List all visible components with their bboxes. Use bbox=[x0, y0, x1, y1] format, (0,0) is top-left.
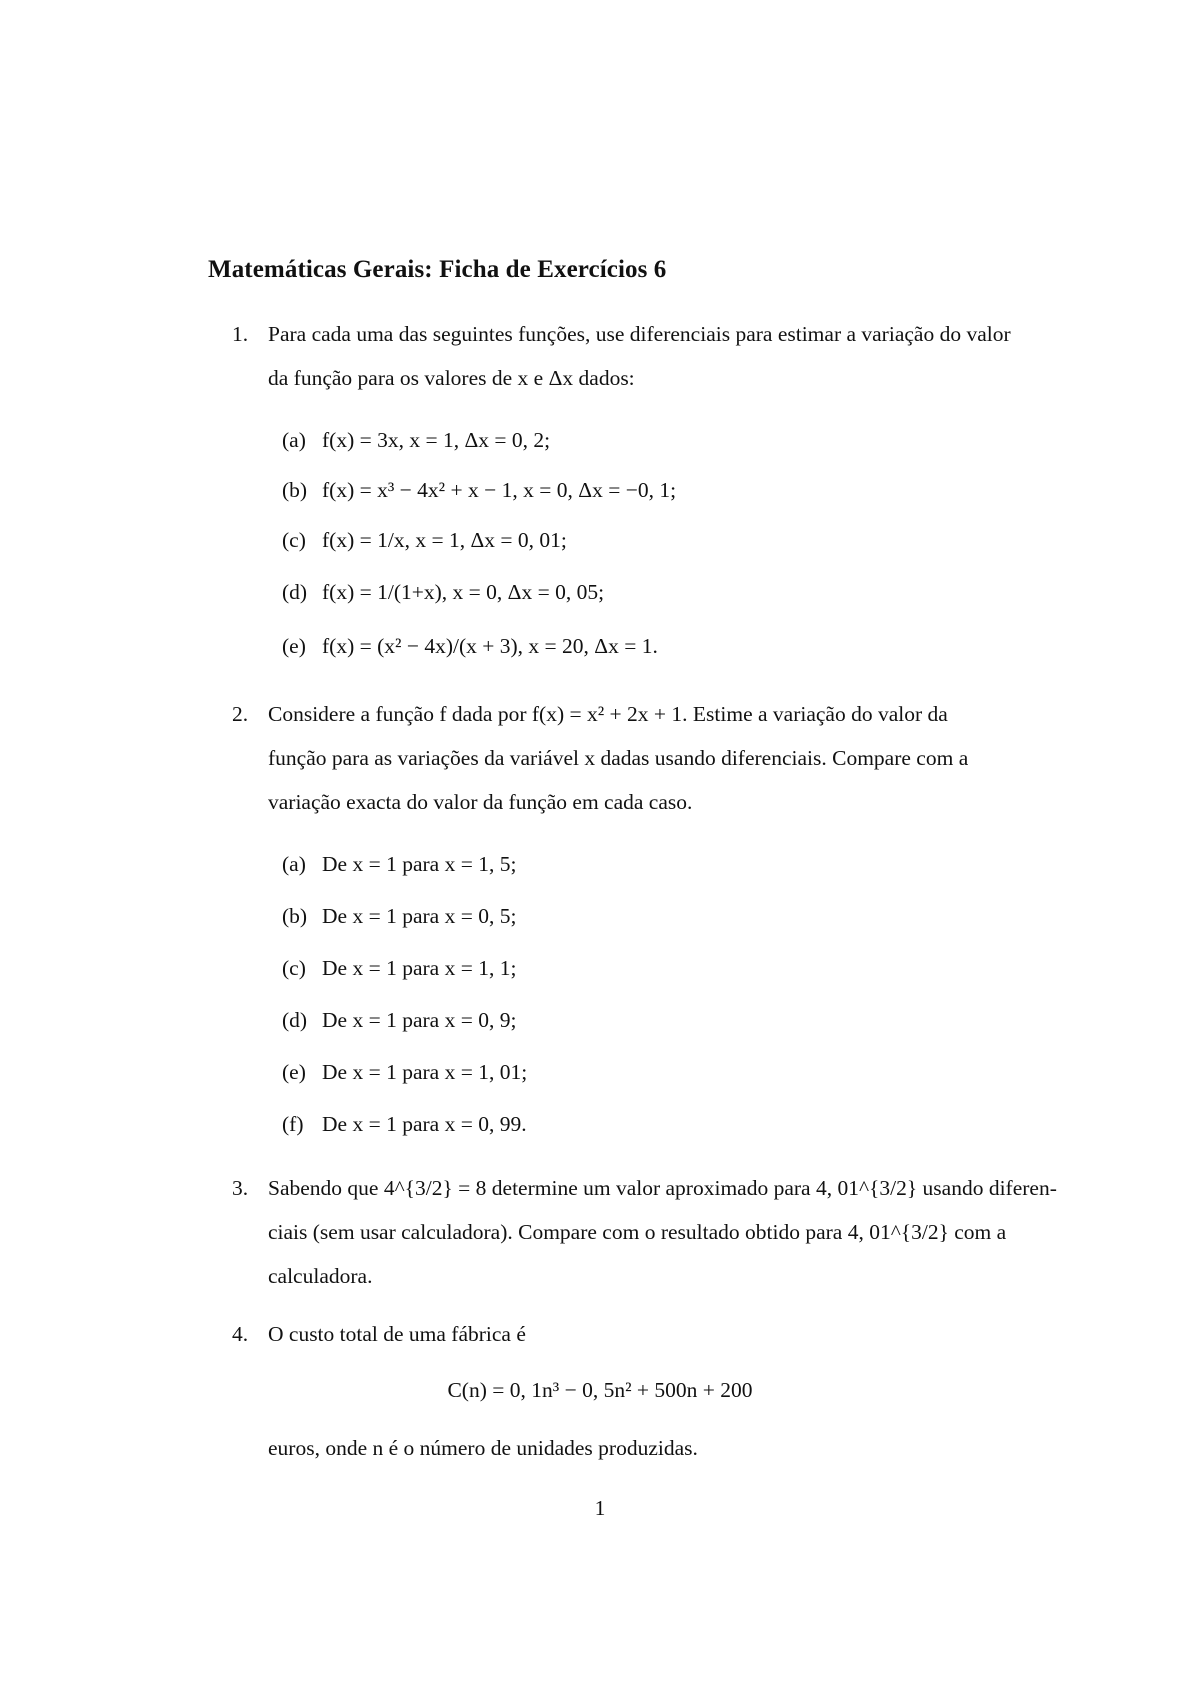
item-text: De x = 1 para x = 1, 01; bbox=[322, 1060, 528, 1084]
list-item bbox=[282, 1008, 982, 1033]
list-item bbox=[282, 528, 982, 553]
question-line: calculadora. bbox=[268, 1264, 373, 1288]
question-line: Considere a função f dada por f(x) = x² + 2x + 1. Estime a variação do valor da bbox=[268, 702, 948, 726]
item-formula: f(x) = (x² − 4x)/(x + 3), x = 20, Δx = 1. bbox=[322, 634, 658, 658]
item-formula: f(x) = 1/(1+x), x = 0, Δx = 0, 05; bbox=[322, 580, 605, 604]
item-label: (c) bbox=[282, 956, 306, 980]
item-text: De x = 1 para x = 0, 5; bbox=[322, 904, 517, 928]
list-item bbox=[282, 1112, 982, 1137]
item-label: (b) bbox=[282, 904, 308, 928]
question-line: ciais (sem usar calculadora). Compare com o resultado obtido para 4, 01^{3/2} com a bbox=[268, 1220, 1007, 1244]
item-label: (e) bbox=[282, 1060, 306, 1084]
item-text: De x = 1 para x = 0, 99. bbox=[322, 1112, 527, 1136]
list-item bbox=[282, 1060, 982, 1085]
list-item bbox=[282, 478, 982, 503]
item-label: (d) bbox=[282, 1008, 308, 1032]
item-label: (a) bbox=[282, 852, 306, 876]
item-text: De x = 1 para x = 1, 5; bbox=[322, 852, 517, 876]
page-title: Matemáticas Gerais: Ficha de Exercícios 6 bbox=[208, 256, 667, 283]
page-number: 1 bbox=[594, 1496, 606, 1520]
item-label: (f) bbox=[282, 1112, 304, 1136]
question-number: 2. bbox=[232, 702, 249, 726]
item-label: (e) bbox=[282, 634, 306, 658]
question-line: função para as variações da variável x dadas usando diferenciais. Compare com a bbox=[268, 746, 969, 770]
item-text: De x = 1 para x = 0, 9; bbox=[322, 1008, 517, 1032]
list-item bbox=[282, 956, 982, 981]
question-line: da função para os valores de x e Δx dados: bbox=[268, 366, 635, 390]
question-number: 4. bbox=[232, 1322, 249, 1346]
item-text: De x = 1 para x = 1, 1; bbox=[322, 956, 517, 980]
list-item bbox=[282, 580, 982, 605]
item-formula: f(x) = 1/x, x = 1, Δx = 0, 01; bbox=[322, 528, 567, 552]
list-item bbox=[282, 852, 982, 877]
item-label: (a) bbox=[282, 428, 306, 452]
item-label: (b) bbox=[282, 478, 308, 502]
question-line: O custo total de uma fábrica é bbox=[268, 1322, 526, 1346]
question-text bbox=[268, 692, 1092, 824]
list-item bbox=[282, 428, 982, 453]
item-label: (d) bbox=[282, 580, 308, 604]
question-number: 1. bbox=[232, 322, 249, 346]
item-label: (c) bbox=[282, 528, 306, 552]
question-text bbox=[268, 312, 1092, 400]
question-text bbox=[268, 1312, 1092, 1356]
list-item bbox=[282, 634, 982, 659]
question-number: 3. bbox=[232, 1176, 249, 1200]
question-line: Sabendo que 4^{3/2} = 8 determine um valor aproximado para 4, 01^{3/2} usando diferen- bbox=[268, 1176, 1057, 1200]
item-formula: f(x) = x³ − 4x² + x − 1, x = 0, Δx = −0, 1; bbox=[322, 478, 677, 502]
question-line: variação exacta do valor da função em cada caso. bbox=[268, 790, 693, 814]
display-equation: C(n) = 0, 1n³ − 0, 5n² + 500n + 200 bbox=[447, 1378, 753, 1402]
item-formula: f(x) = 3x, x = 1, Δx = 0, 2; bbox=[322, 428, 551, 452]
question-text bbox=[268, 1166, 1092, 1298]
list-item bbox=[282, 904, 982, 929]
question-line: euros, onde n é o número de unidades produzidas. bbox=[268, 1436, 698, 1460]
question-line: Para cada uma das seguintes funções, use diferenciais para estimar a variação do valor bbox=[268, 322, 1011, 346]
